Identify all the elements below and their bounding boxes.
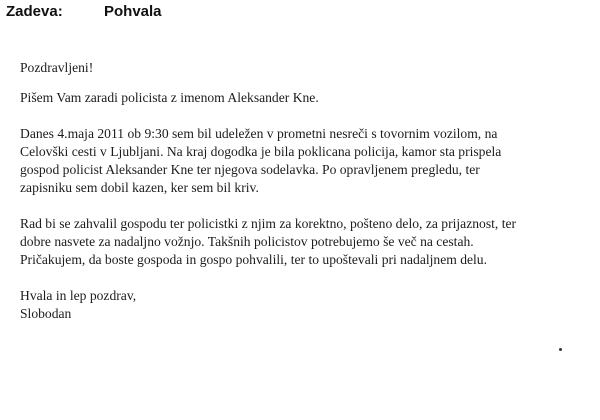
paragraph-line: Rad bi se zahvalil gospodu ter policistki z njim za korektno, pošteno delo, za prijaznost, ter — [20, 216, 517, 231]
closing — [20, 287, 590, 323]
paragraph-incident — [20, 125, 590, 197]
greeting: Pozdravljeni! — [20, 60, 94, 75]
paragraph-line: gospod policist Aleksander Kne ter njegova sodelavka. Po opravljenem pregledu, ter — [20, 162, 480, 177]
paragraph-line: Danes 4.maja 2011 ob 9:30 sem bil udeležen v prometni nesreči s tovornim vozilom, na — [20, 126, 498, 141]
paragraph-line: Celovški cesti v Ljubljani. Na kraj dogodka je bila poklicana policija, kamor sta prispela — [20, 144, 502, 159]
letter-body — [20, 59, 590, 323]
closing-line: Hvala in lep pozdrav, — [20, 288, 137, 303]
paragraph-line: zapisniku sem dobil kazen, ker sem bil kriv. — [20, 180, 259, 195]
paragraph-line: Pričakujem, da boste gospoda in gospo pohvalili, ter to upoštevali pri nadaljnem delu. — [20, 252, 488, 267]
subject-value: Pohvala — [104, 3, 162, 20]
intro-line: Pišem Vam zaradi policista z imenom Aleksander Kne. — [20, 90, 319, 105]
signature: Slobodan — [20, 306, 72, 321]
subject-label: Zadeva: — [6, 3, 63, 20]
scan-speck — [559, 348, 562, 351]
paragraph-thanks — [20, 215, 590, 269]
paragraph-line: dobre nasvete za nadaljno vožnjo. Takšnih policistov potrebujemo še več na cestah. — [20, 234, 474, 249]
